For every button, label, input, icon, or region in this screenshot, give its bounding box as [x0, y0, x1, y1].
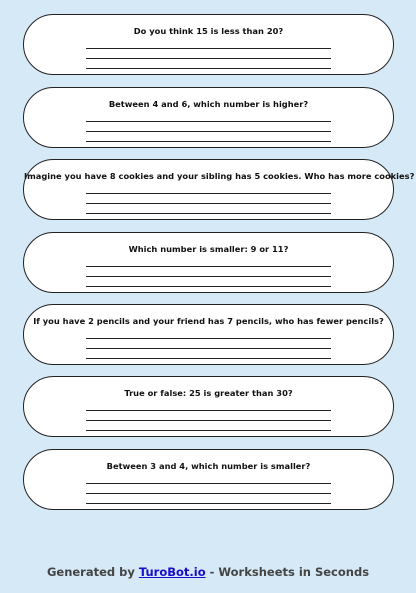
answer-line[interactable] [86, 358, 331, 359]
question-text: True or false: 25 is greater than 30? [124, 388, 293, 398]
answer-line[interactable] [86, 68, 331, 69]
question-card [23, 159, 415, 220]
question-card [23, 376, 394, 437]
answer-line[interactable] [86, 338, 331, 339]
footer-prefix: Generated by [46, 565, 139, 579]
question-card [23, 87, 394, 148]
answer-line[interactable] [86, 286, 331, 287]
answer-line[interactable] [86, 503, 331, 504]
answer-line[interactable] [86, 348, 331, 349]
footer [0, 565, 416, 579]
answer-line[interactable] [86, 493, 331, 494]
question-text: Between 3 and 4, which number is smaller? [106, 461, 311, 471]
answer-line[interactable] [86, 121, 331, 122]
question-text: Which number is smaller: 9 or 11? [128, 244, 289, 254]
footer-suffix: - Worksheets in Seconds [205, 565, 370, 579]
answer-line[interactable] [86, 276, 331, 277]
answer-line[interactable] [86, 58, 331, 59]
answer-line[interactable] [86, 410, 331, 411]
turobot-link[interactable]: TuroBot.io [138, 565, 206, 579]
answer-line[interactable] [86, 213, 331, 214]
answer-line[interactable] [86, 141, 331, 142]
question-card [23, 14, 394, 75]
answer-line[interactable] [86, 430, 331, 431]
question-text: Do you think 15 is less than 20? [133, 26, 284, 36]
question-text: If you have 2 pencils and your friend has 7 pencils, who has fewer pencils? [33, 316, 384, 326]
question-text: Imagine you have 8 cookies and your sibling has 5 cookies. Who has more cookies? [24, 171, 415, 181]
question-text: Between 4 and 6, which number is higher? [108, 99, 309, 109]
question-card [23, 232, 394, 293]
question-card [23, 449, 394, 510]
answer-line[interactable] [86, 203, 331, 204]
answer-line[interactable] [86, 420, 331, 421]
answer-line[interactable] [86, 48, 331, 49]
answer-line[interactable] [86, 193, 331, 194]
answer-line[interactable] [86, 266, 331, 267]
answer-line[interactable] [86, 131, 331, 132]
answer-line[interactable] [86, 483, 331, 484]
question-card [23, 304, 394, 365]
